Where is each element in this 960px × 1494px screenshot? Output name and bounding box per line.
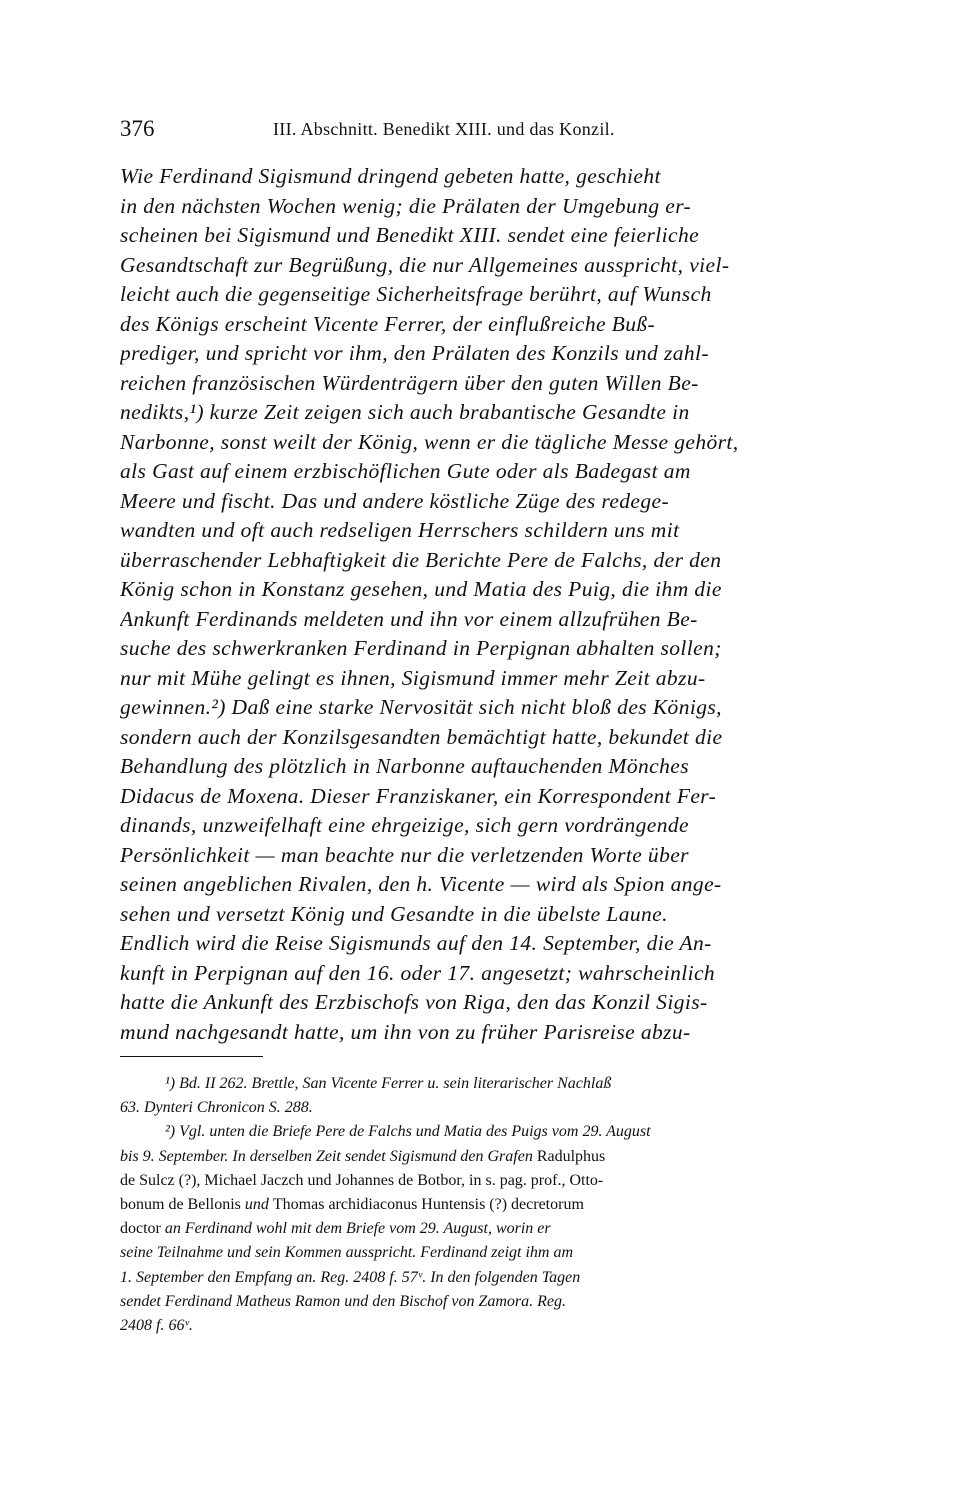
footnote-2-line: sendet Ferdinand Matheus Ramon und den Bischof von Zamora. Reg. [120, 1292, 567, 1310]
footnote-text: an Ferdinand wohl mit dem Briefe vom 29. August, worin er [160, 1220, 551, 1238]
text-line: sondern auch der Konzilsgesandten bemächtigt hatte, bekundet die [120, 724, 723, 749]
text-line: mund nachgesandt hatte, um ihn von zu früher Parisreise abzu- [120, 1019, 691, 1044]
text-line: überraschender Lebhaftigkeit die Berichte Pere de Falchs, der den [120, 547, 722, 572]
main-text [120, 162, 848, 1047]
text-line: Endlich wird die Reise Sigismunds auf den 14. September, die An- [120, 931, 712, 955]
text-line: wandten und oft auch redseligen Herrschers schildern uns mit [120, 518, 680, 542]
page-header [120, 116, 848, 146]
footnote-2-line: seine Teilnahme und sein Kommen ausspricht. Ferdinand zeigt ihm am [120, 1244, 574, 1262]
footnote-2-line: ²) Vgl. unten die Briefe Pere de Falchs und Matia des Puigs vom 29. August [165, 1123, 651, 1141]
text-line: Wie Ferdinand Sigismund dringend gebeten hatte, geschieht [120, 164, 661, 188]
footnote-2-line: de Sulcz (?), Michael Jaczch und Johannes de Botbor, in s. pag. prof., Otto- [120, 1171, 604, 1189]
footnote-2-line [120, 1217, 848, 1241]
text-line: Narbonne, sonst weilt der König, wenn er die tägliche Messe gehört, [120, 429, 739, 454]
text-line: dinands, unzweifelhaft eine ehrgeizige, sich gern vordrängende [120, 813, 689, 837]
footnote-text: Thomas archidiaconus Huntensis (?) decretorum [272, 1195, 584, 1213]
text-line: sehen und versetzt König und Gesandte in die übelste Laune. [120, 901, 668, 926]
text-line: hatte die Ankunft des Erzbischofs von Riga, den das Konzil Sigis- [120, 990, 708, 1014]
footnote-text: doctor [120, 1220, 161, 1238]
text-line: Gesandtschaft zur Begrüßung, die nur Allgemeines ausspricht, viel- [120, 252, 730, 277]
footnote-2-line [120, 1193, 848, 1217]
text-line: prediger, und spricht vor ihm, den Prälaten des Konzils und zahl- [120, 341, 709, 365]
text-line: seinen angeblichen Rivalen, den h. Vicente — wird als Spion ange- [120, 872, 722, 896]
text-line: suche des schwerkranken Ferdinand in Perpignan abhalten sollen; [120, 636, 722, 660]
footnote-2-line [120, 1145, 848, 1169]
text-line: Behandlung des plötzlich in Narbonne auftauchenden Mönches [120, 754, 689, 778]
text-line: als Gast auf einem erzbischöflichen Gute oder als Badegast am [120, 459, 691, 483]
footnote-text: und [240, 1195, 273, 1213]
text-line: König schon in Konstanz gesehen, und Matia des Puig, die ihm die [120, 577, 722, 601]
running-head: III. Abschnitt. Benedikt XIII. und das Konzil. [273, 119, 615, 139]
text-line: Ankunft Ferdinands meldeten und ihn vor einem allzufrühen Be- [120, 606, 698, 631]
text-line: in den nächsten Wochen wenig; die Prälaten der Umgebung er- [120, 193, 692, 218]
text-line: des Königs erscheint Vicente Ferrer, der einflußreiche Buß- [120, 311, 656, 336]
footnote-text: bonum de Bellonis [120, 1195, 241, 1213]
text-line: kunft in Perpignan auf den 16. oder 17. angesetzt; wahrscheinlich [120, 960, 716, 985]
text-line: Persönlichkeit — man beachte nur die verletzenden Worte über [120, 842, 689, 867]
footnote-text: bis 9. September. In derselben Zeit sendet Sigismund den Grafen [120, 1147, 533, 1165]
footnote-1-line: ¹) Bd. II 262. Brettle, San Vicente Ferrer u. sein literarischer Nachlaß [165, 1075, 612, 1092]
text-line: reichen französischen Würdenträgern über den guten Willen Be- [120, 370, 699, 395]
footnote-2-line: 1. September den Empfang an. Reg. 2408 f. 57ᵛ. In den folgenden Tagen [120, 1268, 581, 1286]
text-line: nedikts,¹) kurze Zeit zeigen sich auch brabantische Gesandte in [120, 400, 690, 424]
text-line: nur mit Mühe gelingt es ihnen, Sigismund immer mehr Zeit abzu- [120, 665, 706, 690]
footnote-1-line: 63. Dynteri Chronicon S. 288. [120, 1099, 313, 1117]
footnote-2-line: 2408 f. 66ᵛ. [120, 1316, 193, 1334]
text-line: scheinen bei Sigismund und Benedikt XIII. sendet eine feierliche [120, 223, 700, 247]
footnotes [120, 1072, 848, 1338]
text-line: Meere und fischt. Das und andere köstliche Züge des redege- [120, 488, 670, 513]
text-line: leicht auch die gegenseitige Sicherheitsfrage berührt, auf Wunsch [120, 282, 712, 306]
text-line: Didacus de Moxena. Dieser Franziskaner, ein Korrespondent Fer- [120, 783, 717, 808]
footnote-text: Radulphus [532, 1147, 606, 1165]
page-number: 376 [120, 116, 155, 141]
footnote-rule [120, 1056, 263, 1057]
text-line: gewinnen.²) Daß eine starke Nervosität sich nicht bloß des Königs, [120, 695, 722, 719]
